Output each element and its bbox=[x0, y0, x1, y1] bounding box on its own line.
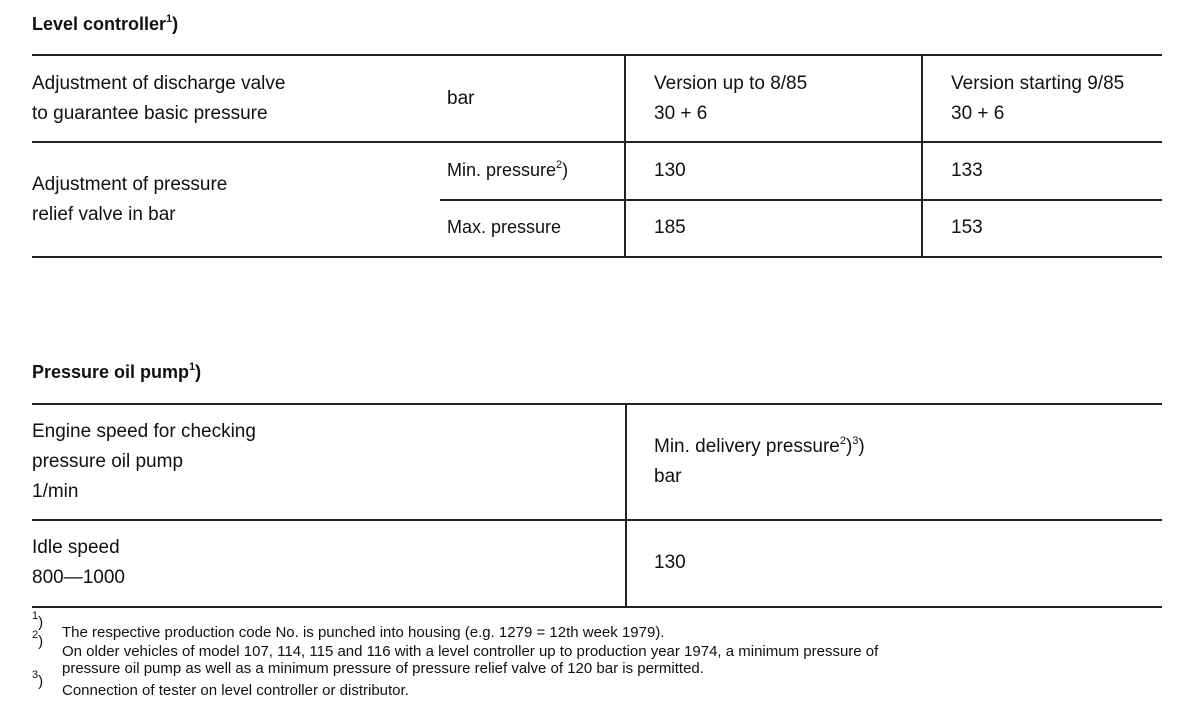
delivery-pressure-text: Min. delivery pressure bbox=[654, 436, 840, 457]
max-pressure-value-early: 185 bbox=[654, 217, 686, 238]
footnote-line: On older vehicles of model 107, 114, 115 and 116 with a level controller up to production year 1974, a minimum pressure of bbox=[62, 643, 879, 660]
header-line: Engine speed for checking bbox=[32, 421, 256, 442]
footnote-ref: 2 bbox=[839, 435, 846, 447]
paren: ) bbox=[38, 673, 44, 690]
header-line: 1/min bbox=[32, 481, 79, 502]
paren: ) bbox=[858, 436, 865, 457]
level-controller-heading bbox=[32, 14, 178, 35]
idle-speed-range: 800—1000 bbox=[32, 567, 125, 588]
unit-label: bar bbox=[654, 466, 682, 487]
version-late-cell bbox=[951, 69, 1124, 129]
footnote-text bbox=[62, 682, 409, 699]
version-value: 30 + 6 bbox=[951, 103, 1005, 124]
footnote-text bbox=[62, 643, 878, 677]
discharge-valve-label bbox=[32, 69, 285, 129]
label-line: relief valve in bar bbox=[32, 204, 176, 225]
footnote-marker bbox=[32, 669, 44, 690]
version-value: 30 + 6 bbox=[654, 103, 708, 124]
column-divider bbox=[624, 54, 626, 258]
engine-speed-header bbox=[32, 417, 256, 507]
min-pressure-text: Min. pressure bbox=[447, 160, 557, 180]
version-early-cell bbox=[654, 69, 807, 129]
min-pressure-value-early: 130 bbox=[654, 160, 686, 181]
paren: ) bbox=[845, 436, 853, 457]
footnote-number: 2 bbox=[32, 629, 39, 641]
label-line: to guarantee basic pressure bbox=[32, 103, 268, 124]
pressure-oil-pump-heading bbox=[32, 362, 201, 383]
footnote-number: 1 bbox=[32, 610, 39, 622]
max-pressure-value-late: 153 bbox=[951, 217, 983, 238]
relief-valve-label bbox=[32, 170, 227, 230]
table-rule bbox=[440, 199, 1162, 201]
footnote-line: pressure oil pump as well as a minimum pressure of pressure relief valve of 120 bar is permitted. bbox=[62, 660, 704, 677]
header-line: pressure oil pump bbox=[32, 451, 184, 472]
version-label: Version up to 8/85 bbox=[654, 73, 808, 94]
label-line: Adjustment of pressure bbox=[32, 174, 228, 195]
idle-speed-cell bbox=[32, 533, 125, 593]
table-rule bbox=[32, 256, 1162, 258]
delivery-pressure-header bbox=[654, 432, 865, 492]
table-rule bbox=[32, 54, 1162, 56]
table-rule bbox=[32, 606, 1162, 608]
pressure-oil-pump-title: Pressure oil pump bbox=[32, 362, 190, 382]
footnote-ref: 1 bbox=[189, 361, 196, 373]
min-pressure-label bbox=[447, 156, 568, 184]
unit-label: bar bbox=[447, 88, 475, 109]
paren: ) bbox=[172, 14, 179, 34]
min-pressure-value-late: 133 bbox=[951, 160, 983, 181]
paren: ) bbox=[195, 362, 202, 382]
delivery-pressure-value: 130 bbox=[654, 552, 686, 573]
header-line bbox=[654, 432, 865, 462]
idle-speed-label: Idle speed bbox=[32, 537, 120, 558]
level-controller-title: Level controller bbox=[32, 14, 167, 34]
table-rule bbox=[32, 519, 1162, 521]
footnote-ref: 1 bbox=[166, 13, 173, 25]
paren: ) bbox=[38, 633, 44, 650]
max-pressure-label: Max. pressure bbox=[447, 217, 562, 237]
footnote-ref: 2 bbox=[556, 159, 563, 171]
footnote-ref: 3 bbox=[852, 435, 859, 447]
column-divider bbox=[921, 54, 923, 258]
table-rule bbox=[32, 403, 1162, 405]
table-rule bbox=[32, 141, 1162, 143]
column-divider bbox=[625, 403, 627, 608]
label-line: Adjustment of discharge valve bbox=[32, 73, 286, 94]
footnote-marker bbox=[32, 629, 44, 650]
footnote-line: Connection of tester on level controller or distributor. bbox=[62, 682, 409, 699]
footnote-number: 3 bbox=[32, 669, 39, 681]
footnote-line: The respective production code No. is punched into housing (e.g. 1279 = 12th week 1979). bbox=[62, 624, 665, 641]
paren: ) bbox=[38, 614, 44, 631]
version-label: Version starting 9/85 bbox=[951, 73, 1125, 94]
paren: ) bbox=[562, 160, 569, 180]
footnote-text bbox=[62, 624, 664, 641]
